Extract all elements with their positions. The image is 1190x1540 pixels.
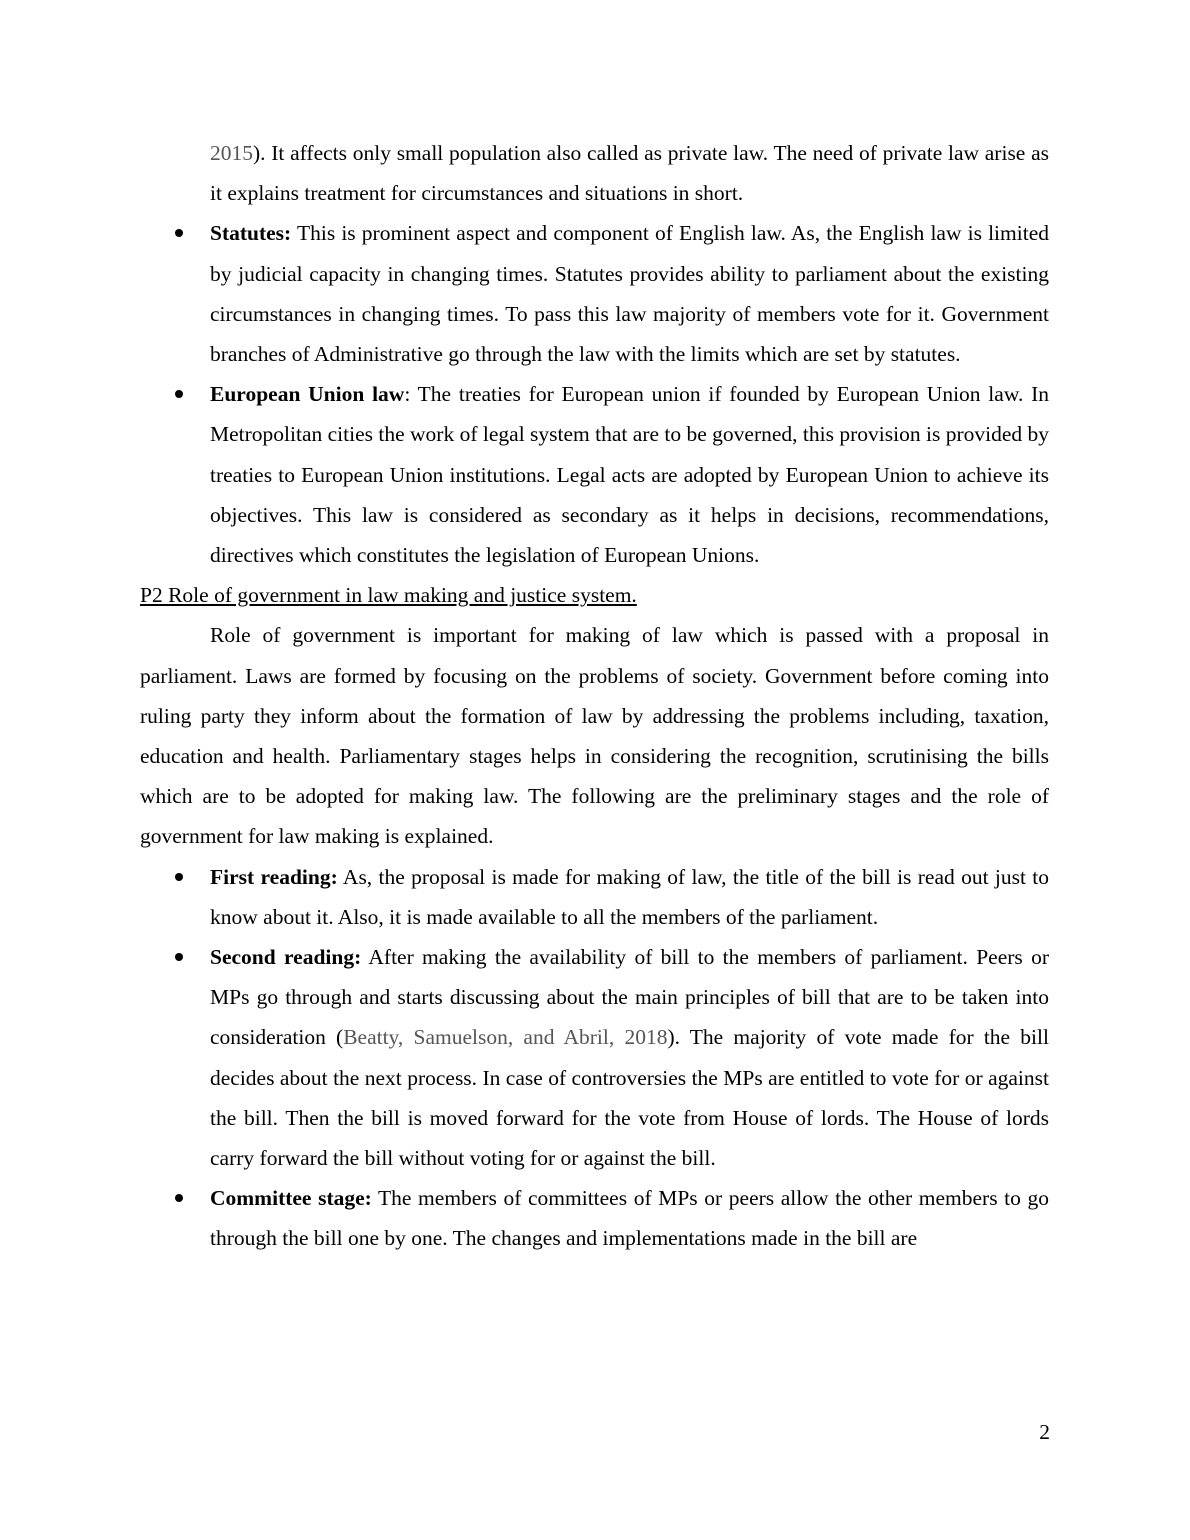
- list-item-text: This is prominent aspect and component of English law. As, the English law is limited by judicial capacity in changing times. Statutes provides ability to parliament about the existing circumstances in changing times. To pass this law majority of members vote for it. Government branches of Administrative go through the law with the limits which are set by statutes.: [210, 221, 1049, 367]
- list-item-first-reading: [140, 857, 1049, 937]
- citation: 2015: [210, 141, 253, 165]
- parliament-stages-list: [140, 857, 1049, 1259]
- bullet-icon: [175, 390, 183, 398]
- list-item-term: Second reading:: [210, 945, 362, 970]
- list-item-text: As, the proposal is made for making of law, the title of the bill is read out just to know about it. Also, it is made available to all the members of the parliament.: [210, 864, 1049, 929]
- list-item-european-union-law: [140, 374, 1049, 575]
- law-sources-list: [140, 213, 1049, 575]
- list-item-term: European Union law: [210, 382, 405, 407]
- citation: Beatty, Samuelson, and Abril, 2018: [343, 1025, 668, 1050]
- list-item-second-reading: [140, 937, 1049, 1178]
- list-item-statutes: [140, 213, 1049, 374]
- page-number: 2: [1039, 1420, 1050, 1444]
- list-item-term: Statutes:: [210, 221, 292, 246]
- list-item-text: : The treaties for European union if founded by European Union law. In Metropolitan cities the work of legal system that are to be governed, this provision is provided by treaties to European Union institutions. Legal acts are adopted by European Union to achieve its objectives. This law is considered as secondary as it helps in decisions, recommendations, directives which constitutes the legislation of European Unions.: [210, 382, 1049, 568]
- bullet-icon: [175, 229, 183, 237]
- list-item-committee-stage: [140, 1178, 1049, 1258]
- continuation-paragraph: [210, 133, 1049, 213]
- page-content: [140, 133, 1049, 1259]
- continuation-text: ). It affects only small population also called as private law. The need of private law arise as it explains treatment for circumstances and situations in short.: [210, 141, 1049, 206]
- bullet-icon: [175, 873, 183, 881]
- list-item-term: Committee stage:: [210, 1186, 372, 1211]
- list-item-text: After making the availability of bill to the members of parliament. Peers or MPs go through and starts discussing about the main principles of bill that are to be taken into consideration (: [210, 945, 1049, 1050]
- bullet-icon: [175, 953, 183, 961]
- list-item-text-continued: ). The majority of vote made for the bill decides about the next process. In case of controversies the MPs are entitled to vote for or against the bill. Then the bill is moved forward for the vote from House of lords. The House of lords carry forward the bill without voting for or against the bill.: [210, 1025, 1049, 1171]
- bullet-icon: [175, 1194, 183, 1202]
- list-item-term: First reading:: [210, 864, 338, 889]
- list-item-text: The members of committees of MPs or peers allow the other members to go through the bill one by one. The changes and implementations made in the bill are: [210, 1186, 1050, 1251]
- section-heading: P2 Role of government in law making and justice system.: [140, 583, 637, 608]
- section-paragraph: Role of government is important for making of law which is passed with a proposal in parliament. Laws are formed by focusing on the problems of society. Government before coming into ruling party they inform about the formation of law by addressing the problems including, taxation, education and health. Parliamentary stages helps in considering the recognition, scrutinising the bills which are to be adopted for making law. The following are the preliminary stages and the role of government for law making is explained.: [140, 623, 1049, 849]
